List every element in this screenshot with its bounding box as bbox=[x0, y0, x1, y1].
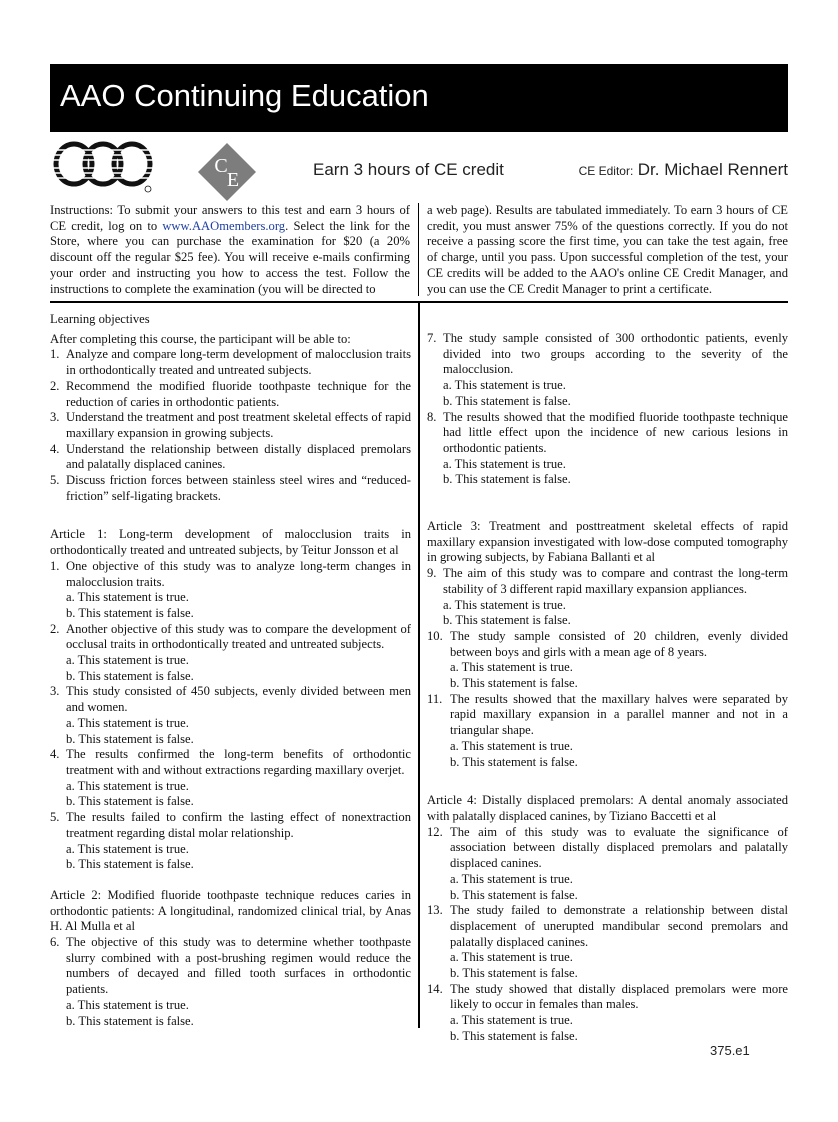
option-b: b. This statement is false. bbox=[450, 676, 578, 691]
article-2-title: Article 2: Modified fluoride toothpaste technique reduces caries in orthodontic patients: A longitudinal, randomized clinical trial, by Anas H. Al Mulla et al bbox=[50, 887, 411, 934]
question-item: 6. The objective of this study was to determine whether toothpaste slurry combined with a post-brushing regimen would reduce the numbers of decayed and filled tooth surfaces in orthodontic patients. bbox=[50, 935, 411, 997]
credit-text: Earn 3 hours of CE credit bbox=[313, 160, 504, 179]
option-a: a. This statement is true. bbox=[443, 597, 566, 612]
instructions-right: a web page). Results are tabulated immediately. To earn 3 hours of CE credit, you must answer 75% of the questions correctly. If you do not receive a passing score the first time, you can take the test again, free of charge, until you pass. Upon successful completion of the test, your CE credits will be added to the AAO's online CE Credit Manager, and you can use the CE Credit Manager to print a certificate. bbox=[427, 203, 788, 296]
question-item: 8. The results showed that the modified fluoride toothpaste technique had little effect upon the incidence of new carious lesions in orthodontic patients. bbox=[427, 409, 788, 455]
instructions-text-cont: . Select the link for the Store, where you can purchase the examination for $20 (a 20% discount off the regular $25 fee). You will receive e-mails confirming your order and instructing you how to access the test. Follow the instructions to complete the examination (you will be directed to bbox=[50, 218, 410, 296]
column-divider bbox=[418, 303, 420, 1028]
objective-item: 4. Understand the relationship between distally displaced premolars and palatally displaced canines. bbox=[50, 441, 411, 472]
objective-item: 2. Recommend the modified fluoride toothpaste technique for the reduction of caries in orthodontic patients. bbox=[50, 378, 411, 409]
option-a: a. This statement is true. bbox=[66, 590, 189, 605]
article-4-title: Article 4: Distally displaced premolars: A dental anomaly associated with palatally displaced canines, by Tiziano Baccetti et al bbox=[427, 793, 788, 823]
svg-text:E: E bbox=[226, 169, 240, 191]
objective-item: 3. Understand the treatment and post treatment skeletal effects of rapid maxillary expansion in growing subjects. bbox=[50, 410, 411, 440]
question-item: 1. One objective of this study was to analyze long-term changes in malocclusion traits. bbox=[50, 558, 411, 589]
option-a: a. This statement is true. bbox=[66, 715, 189, 730]
option-a: a. This statement is true. bbox=[66, 778, 189, 793]
article-3-title: Article 3: Treatment and posttreatment skeletal effects of rapid maxillary expansion investigated with low-dose computed tomography in growing subjects, by Fabiana Ballanti et al bbox=[427, 519, 788, 565]
page-title: AAO Continuing Education bbox=[60, 78, 429, 113]
right-column bbox=[427, 331, 788, 1045]
question-item: 11. The results showed that the maxillary halves were separated by rapid maxillary expansion in a parallel manner and not in a triangular shape. bbox=[427, 691, 788, 738]
objectives-heading: Learning objectives bbox=[50, 312, 150, 326]
option-a: a. This statement is true. bbox=[66, 841, 189, 856]
instructions-left bbox=[50, 203, 410, 295]
option-a: a. This statement is true. bbox=[450, 1013, 573, 1028]
question-item: 9. The aim of this study was to compare and contrast the long-term stability of 3 different rapid maxillary expansion appliances. bbox=[427, 566, 788, 596]
option-b: b. This statement is false. bbox=[66, 731, 194, 746]
page-number: 375.e1 bbox=[710, 1043, 750, 1058]
svg-text:C: C bbox=[214, 155, 228, 177]
objective-item: 5. Discuss friction forces between stainless steel wires and “reduced-friction” self-ligating brackets. bbox=[50, 473, 411, 503]
editor-name: Dr. Michael Rennert bbox=[637, 160, 788, 179]
question-item: 12. The aim of this study was to evaluate the significance of association between distally displaced premolars and palatally displaced canines. bbox=[427, 824, 788, 871]
option-b: b. This statement is false. bbox=[443, 613, 571, 628]
option-b: b. This statement is false. bbox=[450, 754, 578, 769]
question-item: 10. The study sample consisted of 20 children, evenly divided between boys and girls with a mean age of 8 years. bbox=[427, 628, 788, 659]
option-b: b. This statement is false. bbox=[66, 857, 194, 872]
option-b: b. This statement is false. bbox=[66, 794, 194, 809]
option-a: a. This statement is true. bbox=[450, 660, 573, 675]
option-b: b. This statement is false. bbox=[66, 605, 194, 620]
column-divider-top bbox=[418, 203, 419, 296]
option-b: b. This statement is false. bbox=[450, 1028, 578, 1043]
option-b: b. This statement is false. bbox=[450, 966, 578, 981]
option-a: a. This statement is true. bbox=[450, 871, 573, 886]
option-a: a. This statement is true. bbox=[450, 738, 573, 753]
aao-members-link[interactable]: www.AAOmembers.org bbox=[162, 218, 286, 233]
objective-item: 1. Analyze and compare long-term development of malocclusion traits in orthodontically treated and untreated subjects. bbox=[50, 347, 411, 378]
option-a: a. This statement is true. bbox=[66, 653, 189, 668]
objectives-intro: After completing this course, the participant will be able to: bbox=[50, 331, 351, 346]
question-item: 3. This study consisted of 450 subjects, evenly divided between men and women. bbox=[50, 684, 411, 715]
option-b: b. This statement is false. bbox=[443, 393, 571, 408]
option-a: a. This statement is true. bbox=[450, 950, 573, 965]
instructions-text: Instructions: To submit your answers to this test and earn 3 hours of CE credit, log on to bbox=[50, 203, 410, 233]
aao-logo bbox=[52, 138, 154, 194]
question-item: 4. The results confirmed the long-term benefits of orthodontic treatment with and without extractions regarding maxillary overjet. bbox=[50, 747, 411, 777]
question-item: 13. The study failed to demonstrate a relationship between distal displacement of unerupted mandibular second premolars and palatally displaced canines. bbox=[427, 903, 788, 949]
option-a: a. This statement is true. bbox=[443, 378, 566, 393]
editor-label: CE Editor: bbox=[578, 164, 634, 178]
header-banner bbox=[50, 64, 788, 132]
option-b: b. This statement is false. bbox=[66, 668, 194, 683]
question-item: 14. The study showed that distally displaced premolars were more likely to occur in females than males. bbox=[427, 981, 788, 1012]
option-a: a. This statement is true. bbox=[66, 997, 189, 1012]
ce-badge-logo bbox=[197, 142, 257, 202]
option-b: b. This statement is false. bbox=[443, 472, 571, 487]
option-b: b. This statement is false. bbox=[66, 1013, 194, 1028]
question-item: 7. The study sample consisted of 300 orthodontic patients, evenly divided into two groups according to the severity of the malocclusion. bbox=[427, 331, 788, 377]
left-column bbox=[50, 312, 411, 1029]
article-1-title: Article 1: Long-term development of malocclusion traits in orthodontically treated and untreated subjects, by Teitur Jonsson et al bbox=[50, 527, 411, 558]
option-a: a. This statement is true. bbox=[443, 456, 566, 471]
question-item: 2. Another objective of this study was to compare the development of occlusal traits in orthodontically treated and untreated subjects. bbox=[50, 621, 411, 652]
question-item: 5. The results failed to confirm the lasting effect of nonextraction treatment regarding distal molar relationship. bbox=[50, 810, 411, 840]
ce-editor bbox=[579, 160, 788, 180]
option-b: b. This statement is false. bbox=[450, 887, 578, 902]
